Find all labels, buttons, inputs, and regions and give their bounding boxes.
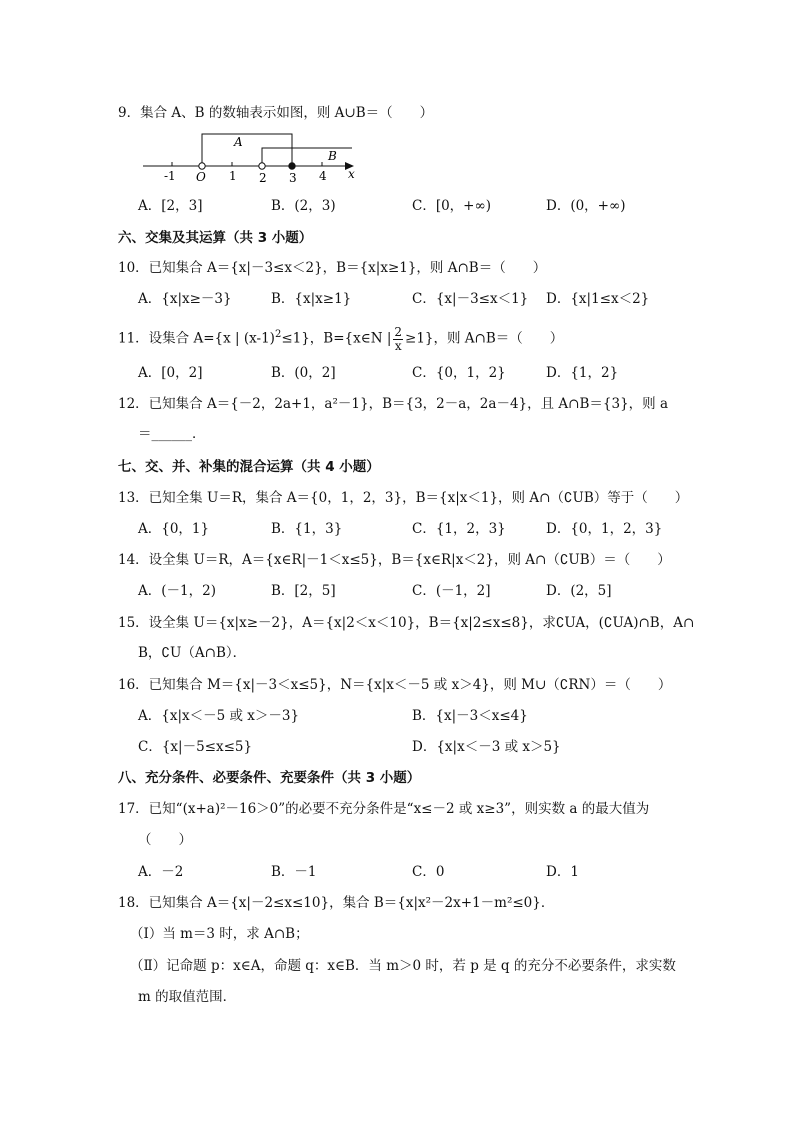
q9-option-d: D．(0，+∞) <box>546 198 626 214</box>
q9-option-a: A．[2，3] <box>138 198 203 214</box>
q11-option-d: D．{1，2} <box>546 365 619 381</box>
q16-option-a: A．{x|x＜－5 或 x＞－3} <box>138 708 300 724</box>
q10-option-c: C．{x|－3≤x＜1} <box>412 291 529 307</box>
q16-option-b: B．{x|－3＜x≤4} <box>412 708 528 724</box>
q17-line2: （ ） <box>138 832 192 848</box>
q14-stem: 14．设全集 U＝R，A＝{x∈R|－1＜x≤5}，B＝{x∈R|x＜2}，则 A∩（∁UB）＝（ ） <box>118 552 671 568</box>
q13-option-a: A．{0，1} <box>138 521 210 537</box>
tick-label: 1 <box>229 169 237 183</box>
q17-option-b: B．－1 <box>271 864 317 880</box>
section-7-title: 七、交、并、补集的混合运算（共 4 小题） <box>118 459 380 475</box>
section-6-title: 六、交集及其运算（共 3 小题） <box>118 230 313 246</box>
q11-option-c: C．{0，1，2} <box>412 365 506 381</box>
q17-option-c: C．0 <box>412 864 445 880</box>
set-b-label: B <box>328 149 337 163</box>
q9-stem: 9．集合 A、B 的数轴表示如图，则 A∪B＝（ ） <box>118 105 434 121</box>
tick-label: 4 <box>319 169 327 183</box>
open-point-two <box>259 163 265 169</box>
q11-stem-prefix: 11．设集合 A={x | (x-1) <box>118 330 275 347</box>
q14-option-c: C．(－1，2] <box>412 583 491 599</box>
q10-option-d: D．{x|1≤x＜2} <box>546 291 650 307</box>
closed-point-three <box>289 163 295 169</box>
q18-part2-line1: （Ⅱ）记命题 p：x∈A，命题 q：x∈B．当 m＞0 时，若 p 是 q 的充分不必要条件，求实数 <box>130 958 676 974</box>
q18-part1: （Ⅰ）当 m＝3 时，求 A∩B； <box>130 926 309 942</box>
q13-option-d: D．{0，1，2，3} <box>546 521 663 537</box>
number-line-figure <box>138 126 378 188</box>
q15-line1: 15．设全集 U＝{x|x≥－2}，A＝{x|2＜x＜10}，B＝{x|2≤x≤8}，求∁UA，(∁UA)∩B，A∩ <box>118 615 695 631</box>
q14-option-b: B．[2，5] <box>271 583 336 599</box>
q11-stem <box>118 320 563 354</box>
q16-stem: 16．已知集合 M＝{x|－3＜x≤5}，N＝{x|x＜－5 或 x＞4}，则 M∪（∁RN）＝（ ） <box>118 677 672 693</box>
axis-label: x <box>348 167 355 181</box>
section-8-title: 八、充分条件、必要条件、充要条件（共 3 小题） <box>118 770 421 786</box>
tick-label: O <box>196 170 206 184</box>
q9-option-c: C．[0，+∞) <box>412 198 492 214</box>
q14-option-a: A．(－1，2) <box>138 583 216 599</box>
set-b-bracket <box>262 148 352 166</box>
q9-option-b: B．(2，3) <box>271 198 336 214</box>
q13-option-c: C．{1，2，3} <box>412 521 506 537</box>
q16-option-c: C．{x|－5≤x≤5} <box>138 739 253 755</box>
q10-stem: 10．已知集合 A＝{x|－3≤x＜2}，B＝{x|x≥1}，则 A∩B＝（ ） <box>118 260 547 276</box>
q13-option-b: B．{1，3} <box>271 521 343 537</box>
q14-option-d: D．(2，5] <box>546 583 612 599</box>
q11-frac-den: x <box>394 338 402 353</box>
q10-option-b: B．{x|x≥1} <box>271 291 352 307</box>
q12-line1: 12．已知集合 A＝{－2，2a+1，a²－1}，B＝{3，2－a，2a－4}，且 A∩B＝{3}，则 a <box>118 396 669 412</box>
open-point-zero <box>199 163 205 169</box>
q12-line2: ＝______． <box>138 426 206 442</box>
q17-line1: 17．已知“(x+a)²－16＞0”的必要不充分条件是“x≤－2 或 x≥3”，则实数 a 的最大值为 <box>118 801 650 817</box>
q18-part2-line2: m 的取值范围． <box>138 989 237 1005</box>
tick-label: -1 <box>164 169 176 183</box>
q11-exponent: 2 <box>274 329 282 340</box>
q17-option-a: A．－2 <box>138 864 184 880</box>
set-a-bracket <box>202 134 292 166</box>
q18-stem: 18．已知集合 A＝{x|－2≤x≤10}，集合 B＝{x|x²－2x+1－m²≤0}． <box>118 895 555 911</box>
q17-option-d: D．1 <box>546 864 579 880</box>
q10-option-a: A．{x|x≥－3} <box>138 291 232 307</box>
tick-label: 2 <box>259 171 267 185</box>
q11-option-a: A．[0，2] <box>138 365 203 381</box>
q11-fraction <box>393 326 403 353</box>
q11-frac-num: 2 <box>394 324 403 339</box>
q11-option-b: B．(0，2] <box>271 365 336 381</box>
tick-label: 3 <box>289 171 297 185</box>
set-a-label: A <box>234 135 243 149</box>
q16-option-d: D．{x|x＜－3 或 x＞5} <box>412 739 561 755</box>
q13-stem: 13．已知全集 U＝R，集合 A＝{0，1，2，3}，B＝{x|x＜1}，则 A∩（∁UB）等于（ ） <box>118 490 689 506</box>
q11-stem-mid: ≤1}，B={x∈N | <box>281 330 392 347</box>
q15-line2: B，∁U（A∩B）． <box>138 645 247 661</box>
q11-stem-suffix: ≥1}，则 A∩B＝（ ） <box>405 330 564 347</box>
